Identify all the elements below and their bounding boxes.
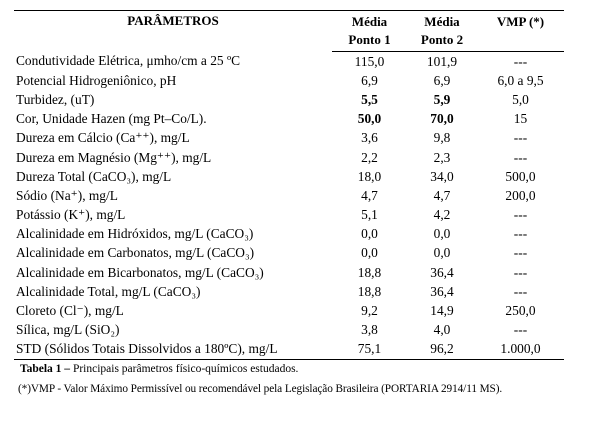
table-row xyxy=(14,186,564,205)
header-media-p2-line1: Média xyxy=(407,11,477,32)
vmp-value: --- xyxy=(513,245,528,261)
media-ponto-1: 18,8 xyxy=(357,264,382,280)
vmp-value: --- xyxy=(513,226,528,242)
header-vmp: VMP (*) xyxy=(477,11,564,32)
table-row xyxy=(14,110,564,129)
param-name: Alcalinidade em Carbonatos, mg/L (CaCO₃) xyxy=(16,245,255,261)
header-media-p2-line2: Ponto 2 xyxy=(407,31,477,52)
media-ponto-2: 6,9 xyxy=(433,72,451,88)
param-name: Condutividade Elétrica, μmho/cm a 25 ºC xyxy=(16,53,241,69)
vmp-value: --- xyxy=(513,207,528,223)
media-ponto-2: 14,9 xyxy=(430,303,454,319)
table-caption xyxy=(14,363,590,375)
vmp-value: --- xyxy=(513,264,528,280)
param-name: Dureza em Magnésio (Mg⁺⁺), mg/L xyxy=(16,149,212,165)
param-name: Dureza Total (CaCO₃), mg/L xyxy=(16,168,172,184)
table-body xyxy=(14,52,564,360)
media-ponto-1: 0,0 xyxy=(361,245,378,261)
header-media-p1-line1: Média xyxy=(332,11,407,32)
media-ponto-2: 4,2 xyxy=(433,207,451,223)
vmp-value: 6,0 a 9,5 xyxy=(497,72,544,88)
vmp-footnote: (*)VMP - Valor Máximo Permissível ou recomendável pela Legislação Brasileira (PORTARIA 2914/11 MS). xyxy=(18,383,503,395)
media-ponto-1: 18,8 xyxy=(357,283,382,299)
media-ponto-2: 70,0 xyxy=(430,111,454,127)
param-name: Sódio (Na⁺), mg/L xyxy=(16,187,118,203)
header-vmp-blank xyxy=(477,31,564,52)
table-header xyxy=(14,11,564,52)
media-ponto-2: 36,4 xyxy=(430,264,454,280)
media-ponto-1: 18,0 xyxy=(357,168,382,184)
table-row xyxy=(14,52,564,72)
table-row xyxy=(14,71,564,90)
table-row xyxy=(14,321,564,340)
media-ponto-1: 75,1 xyxy=(332,340,407,360)
media-ponto-2: 0,0 xyxy=(433,245,451,261)
table-row xyxy=(14,263,564,282)
media-ponto-2: 0,0 xyxy=(433,226,451,242)
media-ponto-1: 0,0 xyxy=(361,226,378,242)
media-ponto-2: 101,9 xyxy=(426,53,458,69)
media-ponto-2: 36,4 xyxy=(430,283,454,299)
media-ponto-2: 4,7 xyxy=(433,187,451,203)
table-row xyxy=(14,301,564,320)
media-ponto-1: 5,5 xyxy=(361,91,378,107)
vmp-value: 250,0 xyxy=(505,303,536,319)
param-name: Dureza em Cálcio (Ca⁺⁺), mg/L xyxy=(16,130,190,146)
vmp-value: 1.000,0 xyxy=(477,340,564,360)
media-ponto-2: 5,9 xyxy=(433,91,451,107)
vmp-value: --- xyxy=(513,149,528,165)
table-row xyxy=(14,129,564,148)
media-ponto-1: 5,1 xyxy=(361,207,378,223)
table-row xyxy=(14,244,564,263)
media-ponto-1: 115,0 xyxy=(354,53,385,69)
media-ponto-2: 96,2 xyxy=(407,340,477,360)
param-name: Cor, Unidade Hazen (mg Pt–Co/L). xyxy=(16,111,207,127)
param-name: Potencial Hidrogeniônico, pH xyxy=(16,72,177,88)
media-ponto-1: 4,7 xyxy=(361,187,378,203)
vmp-value: 500,0 xyxy=(505,168,536,184)
vmp-value: --- xyxy=(513,53,528,69)
param-name: Cloreto (Cl⁻), mg/L xyxy=(16,303,124,319)
media-ponto-1: 3,6 xyxy=(361,130,378,146)
vmp-value: --- xyxy=(513,283,528,299)
document xyxy=(14,10,590,395)
param-name: Turbidez, (uT) xyxy=(16,91,95,107)
vmp-value: 15 xyxy=(513,111,528,127)
media-ponto-1: 50,0 xyxy=(357,111,382,127)
media-ponto-1: 2,2 xyxy=(361,149,378,165)
table-row xyxy=(14,225,564,244)
table-row xyxy=(14,90,564,109)
param-name: Potássio (K⁺), mg/L xyxy=(16,207,126,223)
table-row xyxy=(14,206,564,225)
media-ponto-2: 4,0 xyxy=(433,322,451,338)
caption-text: Principais parâmetros físico-químicos estudados. xyxy=(70,363,299,375)
header-media-p1-line2: Ponto 1 xyxy=(332,31,407,52)
table-row xyxy=(14,340,564,360)
vmp-value: --- xyxy=(513,322,528,338)
table-row xyxy=(14,148,564,167)
param-name: STD (Sólidos Totais Dissolvidos a 180ºC), mg/L xyxy=(14,340,332,360)
vmp-value: 5,0 xyxy=(512,91,529,107)
media-ponto-2: 9,8 xyxy=(433,130,451,146)
caption-label: Tabela 1 – xyxy=(20,363,71,375)
table-row xyxy=(14,167,564,186)
param-name: Alcalinidade em Bicarbonatos, mg/L (CaCO₃) xyxy=(16,264,264,280)
table-row xyxy=(14,282,564,301)
media-ponto-2: 2,3 xyxy=(433,149,451,165)
param-name: Alcalinidade em Hidróxidos, mg/L (CaCO₃) xyxy=(16,226,254,242)
media-ponto-1: 6,9 xyxy=(361,72,378,88)
media-ponto-1: 3,8 xyxy=(361,322,378,338)
header-parametros: PARÂMETROS xyxy=(14,11,332,52)
param-name: Sílica, mg/L (SiO₂) xyxy=(16,322,120,338)
media-ponto-1: 9,2 xyxy=(361,303,378,319)
media-ponto-2: 34,0 xyxy=(430,168,454,184)
parameters-table xyxy=(14,10,564,360)
vmp-value: 200,0 xyxy=(505,187,536,203)
vmp-value: --- xyxy=(513,130,528,146)
param-name: Alcalinidade Total, mg/L (CaCO₃) xyxy=(16,283,201,299)
